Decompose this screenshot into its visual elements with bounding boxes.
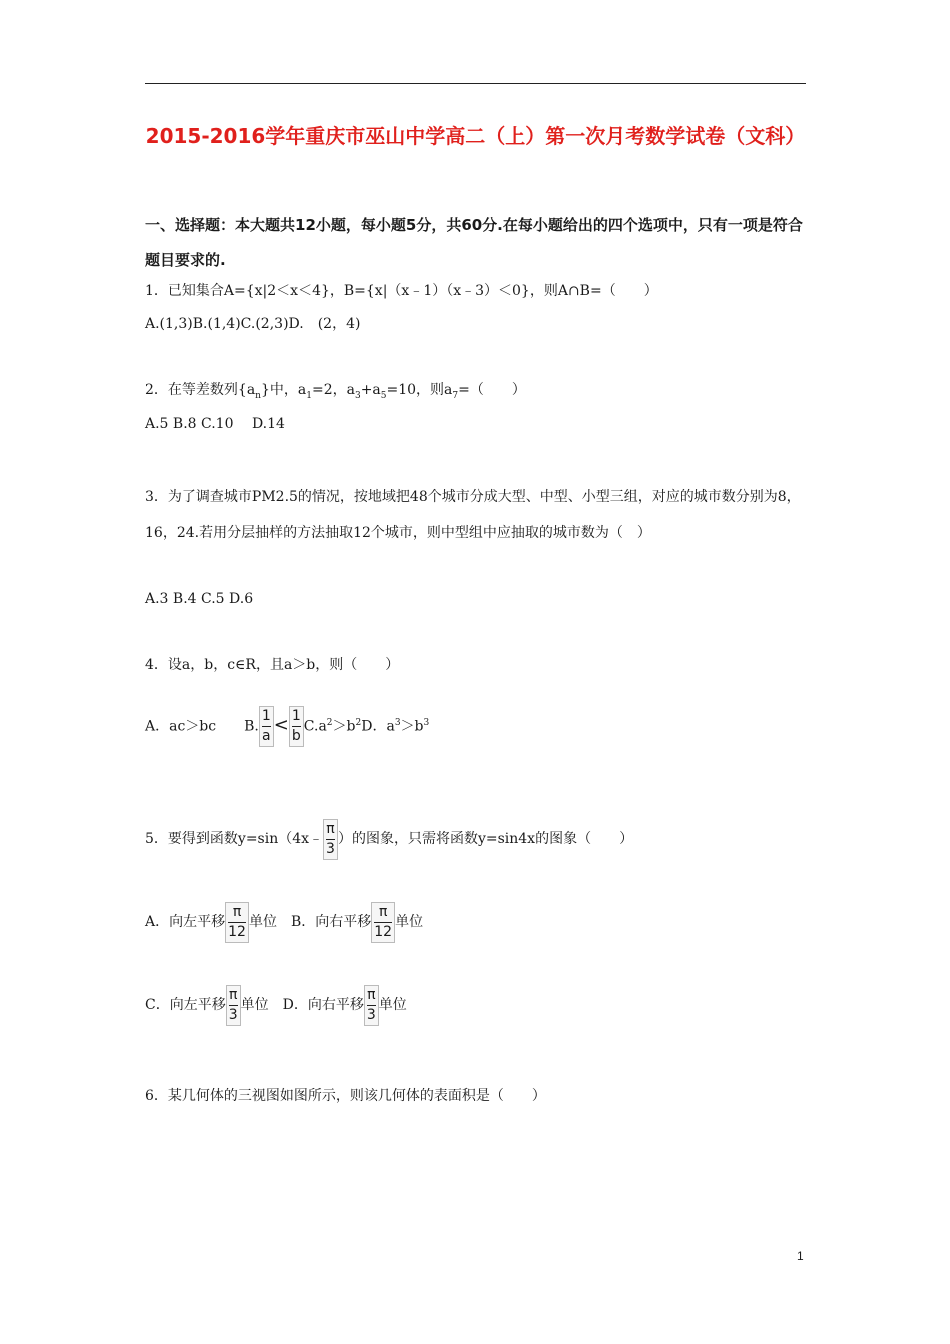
q6-stem: 6．某几何体的三视图如图所示，则该几何体的表面积是（ ） [145,1088,546,1104]
q3-options: A.3 B.4 C.5 D.6 [145,591,254,607]
q4-options: A．ac＞bc B. $\frac{1}{a}$ < $\frac{1}{b}$ $C.a^2>b^2D$．$a^3>b^3$ [145,702,429,748]
fraction-one-over-a: $\frac{1}{a}$ [259,706,274,747]
q3-stem: 3．为了调查城市PM2.5的情况，按地域把48个城市分成大型、中型、小型三组，对应的城市数分别为8，16，24.若用分层抽样的方法抽取12个城市，则中型组中应抽取的城市数为（ ） [145,489,801,541]
fraction-pi-over-12: $\frac{\pi}{12}$ [225,902,249,943]
q5-stem: 5．要得到函数y=sin（4x﹣ $\frac{\pi}{3}$ ）的图象，只需将函数y=sin4x的图象（ ） [145,818,633,860]
q5-options-cd: C．向左平移 $\frac{\pi}{3}$ 单位 D．向右平移 $\frac{\pi}{3}$ 单位 [145,984,407,1026]
q1-options: A.(1,3)B.(1,4)C.(2,3)D. (2，4) [145,316,361,332]
header-rule [145,83,806,84]
q5-options-ab: A．向左平移 $\frac{\pi}{12}$ 单位 B．向右平移 $\frac{\pi}{12}$ 单位 [145,901,423,943]
section-heading: 一、选择题：本大题共12小题，每小题5分，共60分.在每小题给出的四个选项中，只有一项是符合题目要求的. [145,216,803,269]
q2-stem: 2．在等差数列$\{a_n\}$中，$a_1=2$，$a_3+a_5=10$，则$a_7=$（ ） [145,382,526,401]
page-number: 1 [797,1249,804,1263]
fraction-pi-over-3: $\frac{\pi}{3}$ [226,985,241,1026]
fraction-pi-over-3: $\frac{\pi}{3}$ [323,819,338,860]
fraction-one-over-b: $\frac{1}{b}$ [289,706,304,747]
exam-title: 2015-2016学年重庆市巫山中学高二（上）第一次月考数学试卷（文科） [145,124,806,148]
q2-options: A.5 B.8 C.10 D.14 [145,416,285,432]
q1-stem: 1．已知集合A={x|2＜x＜4}，B={x|（x﹣1）（x﹣3）＜0}，则A∩B=（ ） [145,283,658,299]
fraction-pi-over-3: $\frac{\pi}{3}$ [364,985,379,1026]
less-than-sign: < [273,714,289,736]
q4-stem: 4．设a，b，c∈R，且a＞b，则（ ） [145,657,400,673]
fraction-pi-over-12: $\frac{\pi}{12}$ [371,902,395,943]
